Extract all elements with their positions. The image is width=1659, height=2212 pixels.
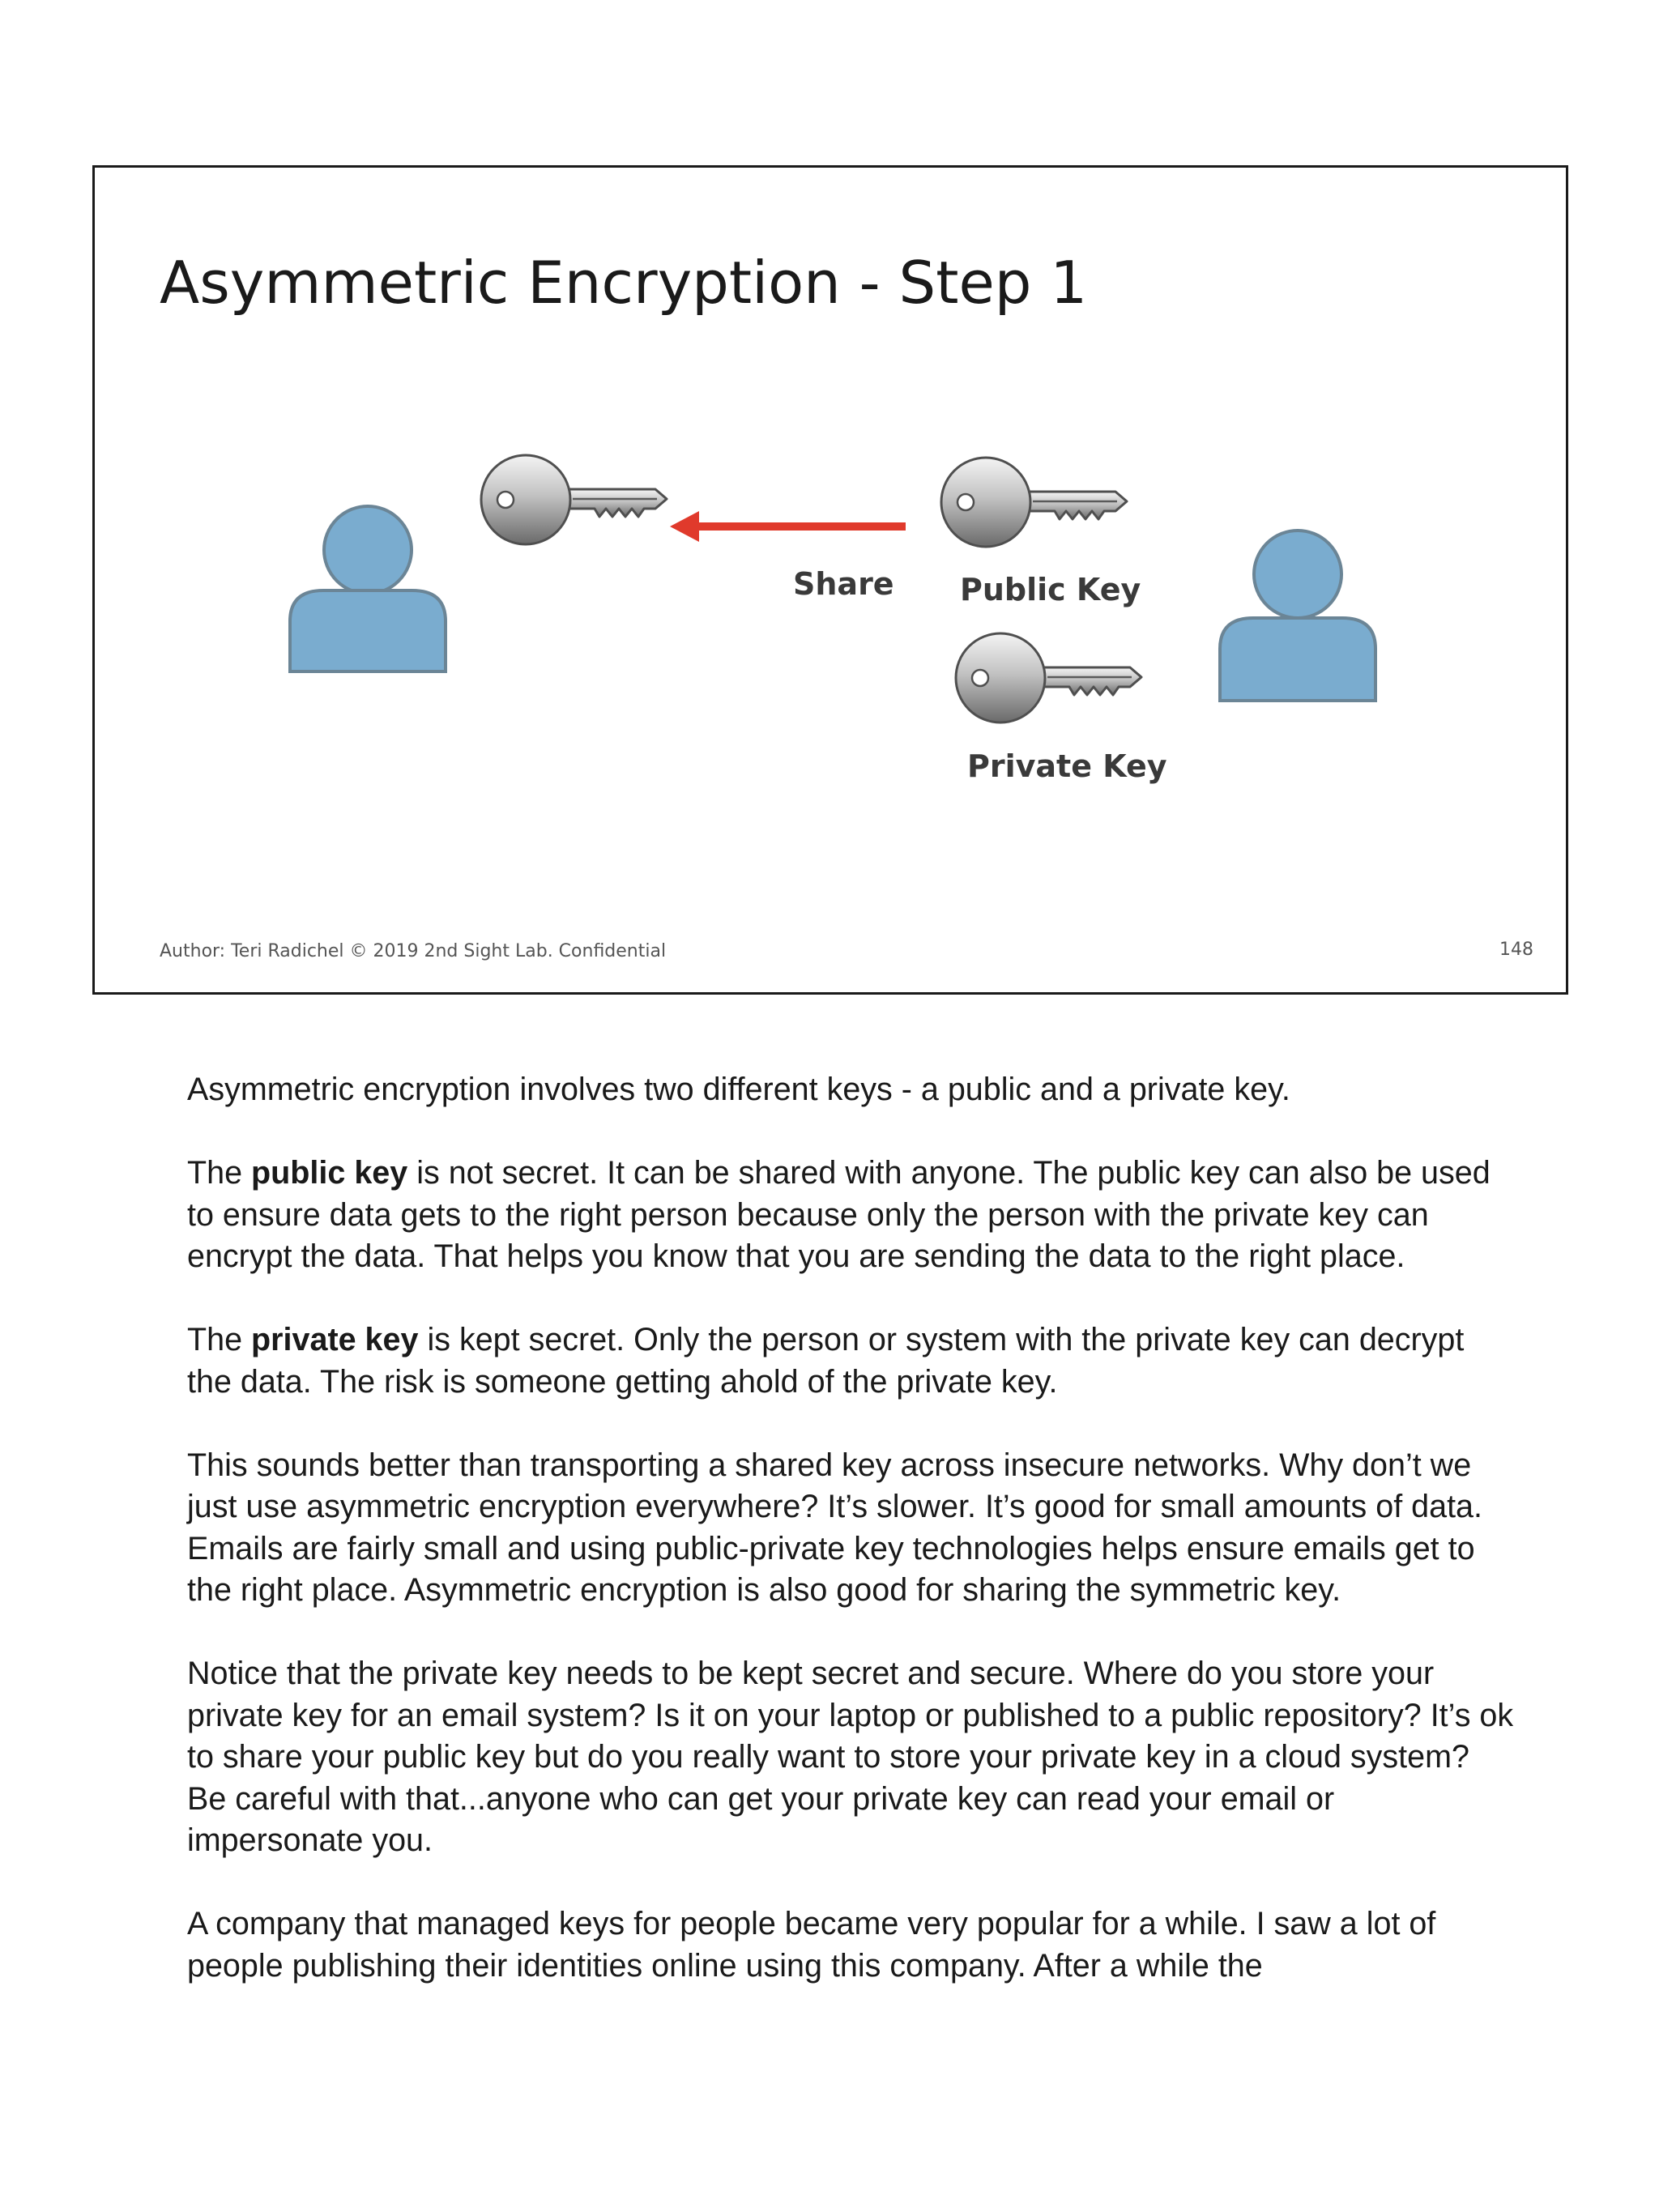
arrow-left-icon — [670, 511, 906, 542]
public-key-term: public key — [251, 1155, 408, 1191]
slide — [92, 165, 1568, 995]
notes-paragraph: A company that managed keys for people became very popular for a while. I saw a lot of people publishing their identities online using this company. After a while the — [187, 1906, 1436, 1984]
person-body — [290, 590, 446, 671]
person-head — [1254, 531, 1341, 618]
slide-title: Asymmetric Encryption - Step 1 — [160, 249, 1088, 317]
arrow-head — [670, 511, 699, 542]
key-icon — [481, 455, 667, 544]
notes-paragraph — [187, 1319, 1516, 1403]
private-key-label: Private Key — [967, 748, 1167, 784]
slide-number: 148 — [1499, 940, 1533, 960]
speaker-notes — [187, 1069, 1516, 2029]
person-icon — [290, 506, 446, 671]
encryption-diagram — [95, 168, 1566, 992]
share-label: Share — [793, 566, 894, 602]
person-icon — [1220, 531, 1375, 701]
public-key-label: Public Key — [960, 572, 1141, 607]
person-body — [1220, 618, 1375, 701]
notes-text: The — [187, 1322, 252, 1357]
private-key-term: private key — [251, 1322, 419, 1357]
notes-paragraph — [187, 1153, 1516, 1278]
notes-text: The — [187, 1155, 252, 1191]
notes-text: is kept secret. Only the person or system with the private key can decrypt the data. The risk is someone getting ahold of the private key. — [187, 1322, 1465, 1400]
notes-paragraph: Notice that the private key needs to be kept secret and secure. Where do you store your private key for an email system? Is it on your laptop or published to a public repository? It’s ok to share your public key but do you really want to store your private key in a cloud system? Be careful with that...anyone who can get your private key can read your email or impersonate you. — [187, 1656, 1514, 1858]
key-icon — [941, 458, 1127, 547]
key-icon — [956, 633, 1141, 722]
notes-paragraph: This sounds better than transporting a shared key across insecure networks. Why don’t we just use asymmetric encryption everywhere? It’s slower. It’s good for small amounts of data. Emails are fairly small and using public-private key technologies helps ensure emails get to the right place. Asymmetric encryption is also good for sharing the symmetric key. — [187, 1447, 1482, 1608]
person-head — [324, 506, 412, 594]
notes-paragraph: Asymmetric encryption involves two different keys - a public and a private key. — [187, 1072, 1290, 1107]
slide-footer: Author: Teri Radichel © 2019 2nd Sight Lab. Confidential — [160, 941, 667, 961]
notes-text: is not secret. It can be shared with anyone. The public key can also be used to ensure data gets to the right person because only the person with the private key can encrypt the data. That helps you know that you are sending the data to the right place. — [187, 1155, 1491, 1274]
